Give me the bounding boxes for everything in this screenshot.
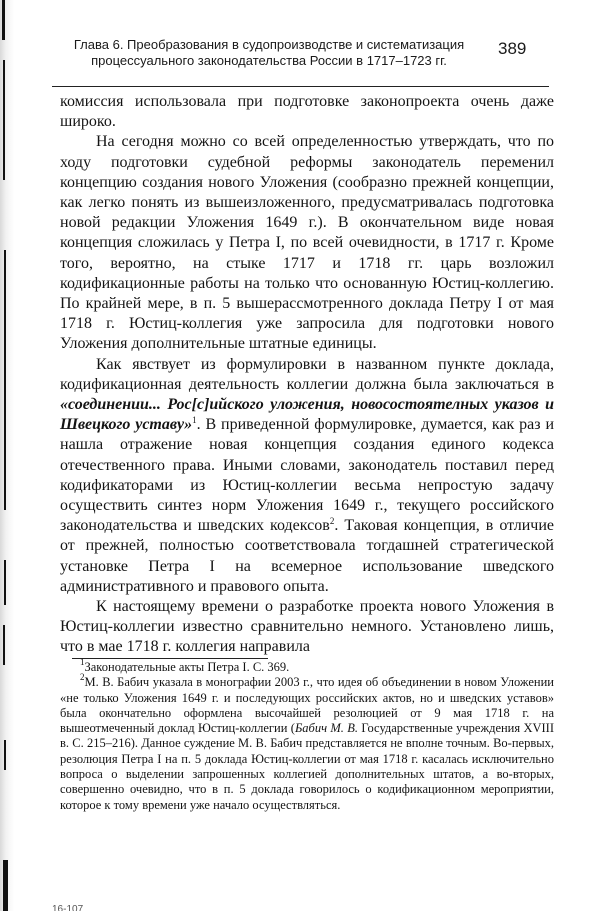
spine-mark xyxy=(3,60,5,180)
footnote-ref-2: 2 xyxy=(329,516,335,527)
signature-mark: 16-107 xyxy=(52,904,84,911)
running-header xyxy=(60,37,544,85)
quote-emphasis: «соединении... Рос[с]ийского уложения, новосостоятелных указов и Швецкого уставу» xyxy=(60,396,554,434)
spine-mark xyxy=(3,860,8,911)
spine-mark xyxy=(4,250,6,510)
footnote-2-part-a: М. В. Бабич указала в монографии 2003 г., что идея об объединении в новом Уложении «не только Уложения 1649 г. и последующих российских актов, но и шведских уставов» была окончательно оформлена высочайшей резолюцией от 9 мая 1718 г. на вышеотмеченный доклад Юстиц-коллегии ( xyxy=(60,675,554,736)
footnote-2-number: 2 xyxy=(80,672,85,683)
chapter-title-line-2: процессуального законодательства России в 1717–1723 гг. xyxy=(91,53,447,68)
paragraph-3 xyxy=(60,355,554,597)
footnote-ref-1: 1 xyxy=(192,415,197,426)
paragraph-3-part-c: . Таковая концепция, в отличие от прежней, полностью соответствовала тогдашней стратегической установке Петра I на всемерное использование шведского административного и правового опыта. xyxy=(60,517,555,595)
footnote-2-part-b: Государственные учреждения XVIII в. С. 215–216). Данное суждение М. В. Бабич представляется не вполне точным. Во-первых, резолюция Петра I на п. 5 доклада Юстиц-коллегии от мая 1718 г. касалась исключительно вопроса о выделении запрошенных коллегией дополнительных штатов, а во-вторых, совершенно очевидно, что в п. 5 доклада говорилось о кодификационном мероприятии, которое к тому времени уже начало осуществляться. xyxy=(60,721,554,812)
spine-mark xyxy=(4,560,6,605)
footnotes xyxy=(60,657,554,813)
page-number: 389 xyxy=(498,39,527,58)
footnote-2 xyxy=(60,672,554,813)
paragraph-3-part-b: . В приведенной формулировке, думается, как раз и нашла отражение новая концепция создания единого кодекса отечественного права. Иными словами, законодатель поставил перед кодификаторами из Юстиц-коллегии весьма непростую задачу осуществить синтез норм Уложения 1649 г., текущего российского законодательства и шведских кодексов xyxy=(60,416,555,535)
header-rule xyxy=(52,86,549,87)
paragraph-3-part-a: Как явствует из формулировки в названном пункте доклада, кодификационная деятельность коллегии должна была заключаться в xyxy=(60,355,554,393)
book-spine-shadow xyxy=(0,0,20,911)
footnote-2-author: Бабич М. В. xyxy=(294,721,359,736)
spine-mark xyxy=(3,625,5,665)
paragraph-2: На сегодня можно со всей определенностью утверждать, что по ходу подготовки судебной реформы законодатель переменил концепцию создания нового Уложения (сообразно прежней концепции, как легко понять из вышеизложенного, предусматривалась подготовка новой редакции Уложения 1649 г.). В окончательном виде новая концепция сложилась у Петра I, по всей очевидности, в 1717 г. Кроме того, вероятно, на стыке 1717 и 1718 гг. царь возложил кодификационные работы на только что основанную Юстиц-коллегию. По крайней мере, в п. 5 вышерассмотренного доклада Петру I от мая 1718 г. Юстиц-коллегия уже запросила для подготовки нового Уложения дополнительные штатные единицы. xyxy=(60,133,554,353)
footnote-1-text: Законодательные акты Петра I. С. 369. xyxy=(84,660,290,674)
main-text xyxy=(60,92,554,658)
paragraph-4: К настоящему времени о разработке проекта нового Уложения в Юстиц-коллегии известно сравнительно немного. Установлено лишь, что в мае 1718 г. коллегия направила xyxy=(60,598,554,656)
spine-mark xyxy=(4,740,6,770)
paragraph-1: комиссия использовала при подготовке законопроекта очень даже широко. xyxy=(60,93,554,131)
chapter-title xyxy=(60,37,478,69)
chapter-title-line-1: Глава 6. Преобразования в судопроизводстве и систематизация xyxy=(73,37,465,52)
spine-mark xyxy=(2,0,5,40)
footnote-1 xyxy=(60,657,554,675)
footnote-rule xyxy=(72,658,268,659)
footnote-1-number: 1 xyxy=(80,657,85,667)
